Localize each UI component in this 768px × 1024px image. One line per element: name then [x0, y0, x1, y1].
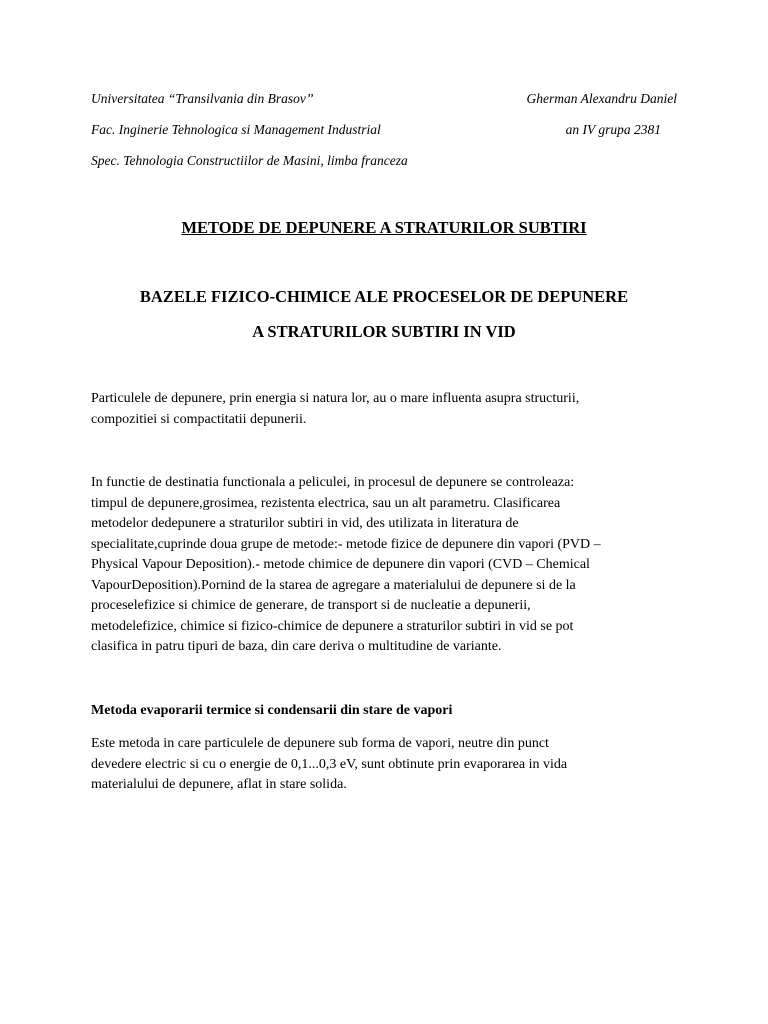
faculty-name: Fac. Inginerie Tehnologica si Management Industrial	[91, 122, 381, 137]
specialization: Spec. Tehnologia Constructiilor de Masini, limba franceza	[91, 153, 408, 168]
paragraph-intro: Particulele de depunere, prin energia si natura lor, au o mare influenta asupra structurii, compozitiei si compactitatii depunerii.	[91, 391, 580, 427]
section-heading: Metoda evaporarii termice si condensarii din stare de vapori	[91, 703, 453, 718]
subtitle-line-2: A STRATURILOR SUBTIRI IN VID	[252, 322, 516, 341]
paragraph-evaporation: Este metoda in care particulele de depunere sub forma de vapori, neutre din punct devedere electric si cu o energie de 0,1...0,3 eV, sunt obtinute prin evaporarea in vida materialului de depunere, aflat in stare solida.	[91, 736, 568, 792]
author-name: Gherman Alexandru Daniel	[526, 91, 677, 106]
paragraph-classification: In functie de destinatia functionala a peliculei, in procesul de depunere se controleaza: timpul de depunere,grosimea, rezistenta electrica, sau un alt parametru. Clasificarea metodelor dedepunere a straturilor subtiri in vid, des utilizata in literatura de specialitate,cuprinde doua grupe de metode:- metode fizice de depunere din vapori (PVD – Physical Vapour Deposition).- metode chimice de depunere din vapori (CVD – Chemical VapourDeposition).Pornind de la starea de agregare a materialului de depunere si de la proceselefizice si chimice de generare, de transport si de nucleatie a depunerii, metodelefizice, chimice si fizico-chimice de depunere a straturilor subtiri in vid se pot clasifica in patru tipuri de baza, din care deriva o multitudine de variante.	[91, 475, 601, 654]
student-group: an IV grupa 2381	[565, 122, 661, 137]
university-name: Universitatea “Transilvania din Brasov’’	[91, 91, 314, 106]
subtitle-line-1: BAZELE FIZICO-CHIMICE ALE PROCESELOR DE DEPUNERE	[139, 287, 629, 306]
document-title: METODE DE DEPUNERE A STRATURILOR SUBTIRI	[181, 218, 587, 237]
